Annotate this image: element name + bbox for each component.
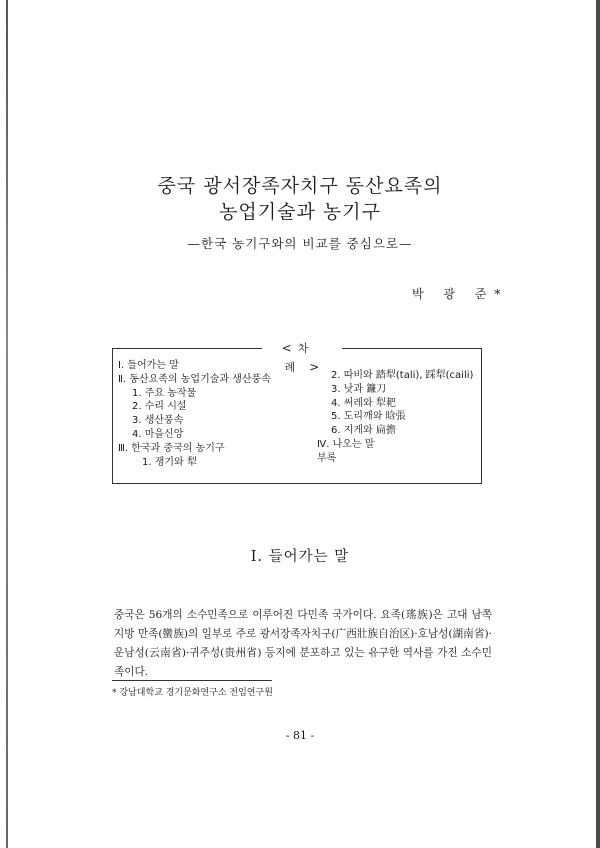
toc-item: 2. 수리 시설 [132, 401, 187, 413]
toc-item: 부록 [317, 452, 337, 464]
toc-item: Ⅰ. 들어가는 말 [118, 360, 179, 371]
toc-item: 1. 주요 농작물 [132, 387, 197, 399]
page-number: - 81 - [285, 729, 315, 742]
toc-item: Ⅲ. 한국과 중국의 농기구 [118, 442, 225, 454]
author-name: 박 광 준* [412, 287, 509, 301]
footnote: * 강남대학교 경기문화연구소 전임연구원 [112, 688, 273, 698]
toc-left-column [118, 359, 271, 469]
paper-subtitle: —한국 농기구와의 비교를 중심으로— [187, 236, 413, 251]
toc-item: Ⅱ. 동산요족의 농업기술과 생산풍속 [118, 373, 271, 385]
toc-item: Ⅳ. 나오는 말 [317, 438, 375, 450]
body-paragraph: 중국은 56개의 소수민족으로 이루어진 다민족 국가이다. 요족(瑤族)은 고대 남쪽지방 만족(蠻族)의 일부로 주로 광서장족자치구(广西壯族自治区)·호남성(湖南省)·운남성(云南省)·귀주성(贵州省) 등지에 분포하고 있는 유구한 역사를 가진 소수민족이다. [114, 609, 492, 678]
toc-item: 1. 쟁기와 犁 [142, 456, 197, 468]
section-heading: Ⅰ. 들어가는 말 [250, 549, 350, 565]
toc-item: 2. 따비와 踏犁(tali), 踩犁(caili) [331, 370, 474, 381]
footnote-divider [112, 680, 272, 681]
toc-item: 3. 생산풍속 [132, 415, 184, 427]
toc-item: 6. 지게와 扁擔 [331, 425, 396, 437]
toc-item: 5. 도리깨와 晗張 [331, 411, 406, 423]
toc-right-column [317, 369, 473, 466]
table-of-contents-title: < 차 례> [262, 339, 342, 357]
scan-edge-left [6, 0, 8, 848]
paper-title-line1: 중국 광서장족자치구 동산요족의 [157, 175, 443, 197]
scan-edge-right [596, 0, 600, 848]
toc-item: 3. 낫과 鐮刀 [331, 383, 387, 395]
paper-title-line2: 농업기술과 농기구 [219, 201, 381, 223]
toc-item: 4. 써레와 犁耙 [331, 397, 396, 409]
toc-title-text: 차 례 [284, 342, 323, 374]
toc-item: 4. 마을신앙 [132, 428, 184, 440]
